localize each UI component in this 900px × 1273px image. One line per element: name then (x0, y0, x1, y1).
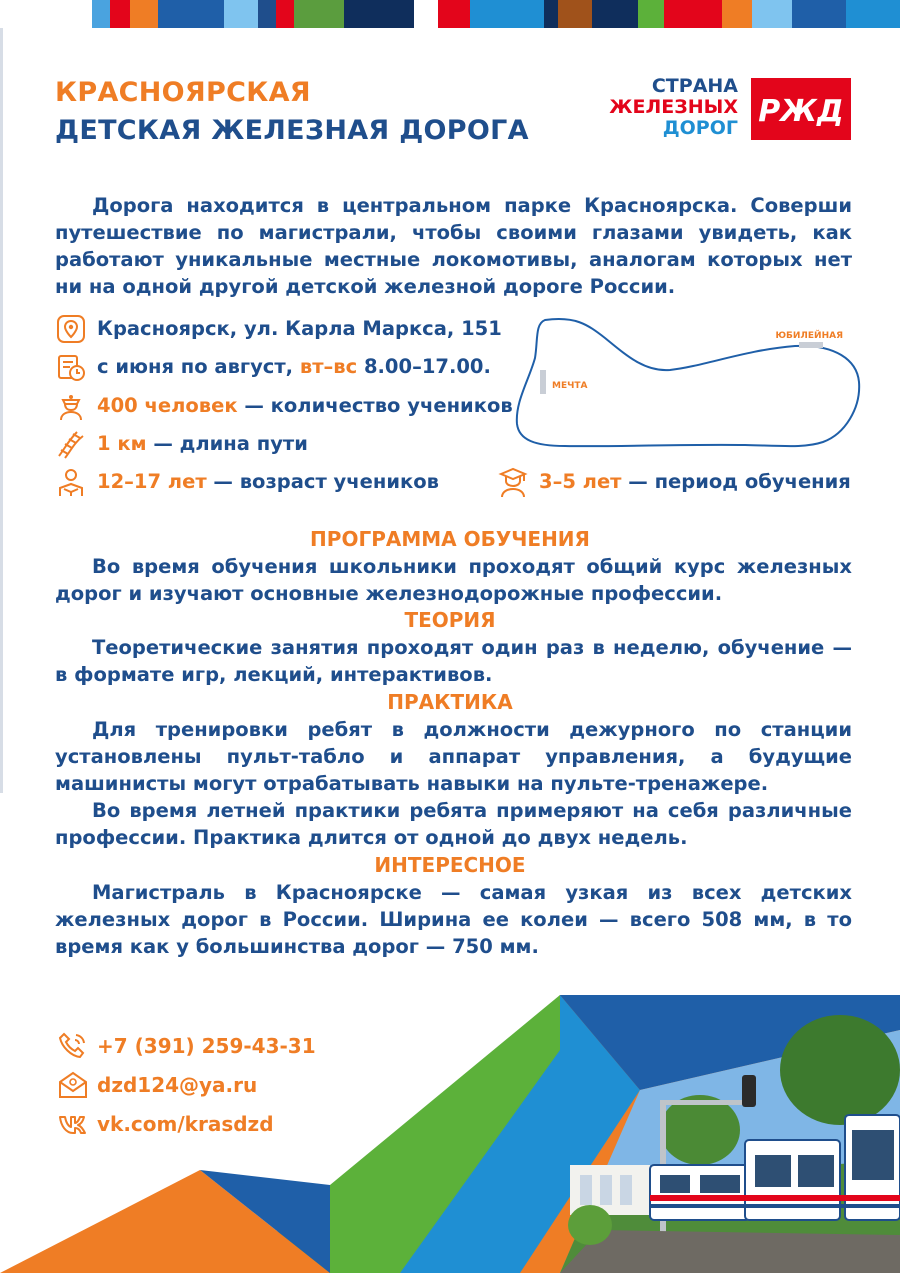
program-paragraph: Во время обучения школьники проходят общий курс железных дорог и изучают основные железнодорожные профессии. (55, 555, 852, 605)
location-icon (55, 313, 87, 345)
phone-icon (57, 1031, 89, 1061)
dream-platform (540, 370, 546, 394)
email-text: dzd124@ya.ru (97, 1073, 258, 1097)
interesting-heading: ИНТЕРЕСНОЕ (374, 853, 526, 877)
theory-heading: ТЕОРИЯ (404, 608, 496, 632)
address-text: Красноярск, ул. Карла Маркса, 151 (97, 317, 502, 340)
jubilee-platform (799, 342, 823, 348)
schedule-prefix: с июня по август, (97, 355, 300, 378)
interesting-paragraph: Магистраль в Красноярске — самая узкая из всех детских железных дорог в России. Ширина ее колеи — всего 508 мм, в то время как у большинства дорог — 750 мм. (55, 881, 852, 958)
station-jubilee-label: ЮБИЛЕЙНАЯ (775, 331, 843, 341)
length-label: — длина пути (146, 432, 308, 455)
phone-text: +7 (391) 259-43-31 (97, 1034, 316, 1058)
schedule-hours: 8.00–17.00. (357, 355, 491, 378)
period-value: 3–5 лет (539, 470, 622, 493)
track-map (505, 310, 870, 460)
period-text (539, 469, 851, 495)
rzd-logo (751, 78, 851, 140)
email-icon (57, 1070, 89, 1100)
brand-line-1: СТРАНА (651, 75, 738, 97)
photo-signal-light (742, 1075, 756, 1107)
length-text (97, 431, 308, 457)
schedule-days: вт–вс (299, 355, 358, 378)
age-value: 12–17 лет (97, 470, 207, 493)
length-value: 1 км (97, 432, 147, 455)
student-icon (55, 466, 87, 498)
practice-paragraph-2: Во время летней практики ребята примеряют на себя различные профессии. Практика длится от одной до двух недель. (55, 799, 852, 849)
rzd-logo-text: РЖД (758, 94, 844, 129)
photo-tree-large (780, 1015, 900, 1125)
brand-line-3: ДОРОГ (662, 117, 738, 139)
photo-tree-small (660, 1095, 740, 1165)
theory-paragraph: Теоретические занятия проходят один раз в неделю, обучение — в формате игр, лекций, интерактивов. (55, 636, 852, 686)
title-line-2: ДЕТСКАЯ ЖЕЛЕЗНАЯ ДОРОГА (55, 115, 529, 146)
schedule-text (97, 354, 491, 380)
page-title (55, 74, 529, 150)
age-text (97, 469, 439, 495)
top-color-bar (0, 0, 900, 28)
brand-slogan (598, 76, 738, 139)
practice-paragraph-1: Для тренировки ребят в должности дежурного по станции установлены пульт-табло и аппарат управления, а будущие машинисты могут отрабатывать навыки на пульте-тренажере. (55, 718, 852, 795)
students-text (97, 393, 513, 419)
vk-text: vk.com/krasdzd (97, 1112, 274, 1136)
conductor-icon (55, 390, 87, 422)
vk-icon (57, 1109, 89, 1139)
title-line-1: КРАСНОЯРСКАЯ (55, 77, 311, 108)
program-heading: ПРОГРАММА ОБУЧЕНИЯ (310, 527, 590, 551)
students-label: — количество учеников (237, 394, 513, 417)
period-label: — период обучения (621, 470, 851, 493)
students-value: 400 человек (97, 394, 238, 417)
photo-ground (560, 1230, 900, 1273)
railway-track-icon (55, 428, 87, 460)
calendar-clock-icon (55, 351, 87, 383)
intro-paragraph: Дорога находится в центральном парке Красноярска. Соверши путешествие по магистрали, чтобы своими глазами увидеть, как работают уникальные местные локомотивы, аналогам которых нет ни на одной другой детской железной дороге России. (55, 194, 852, 298)
station-dream-label: МЕЧТА (552, 381, 588, 391)
brand-line-2: ЖЕЛЕЗНЫХ (609, 96, 738, 118)
age-label: — возраст учеников (206, 470, 439, 493)
graduate-icon (497, 466, 529, 498)
left-border-line (0, 28, 3, 793)
practice-heading: ПРАКТИКА (387, 690, 513, 714)
